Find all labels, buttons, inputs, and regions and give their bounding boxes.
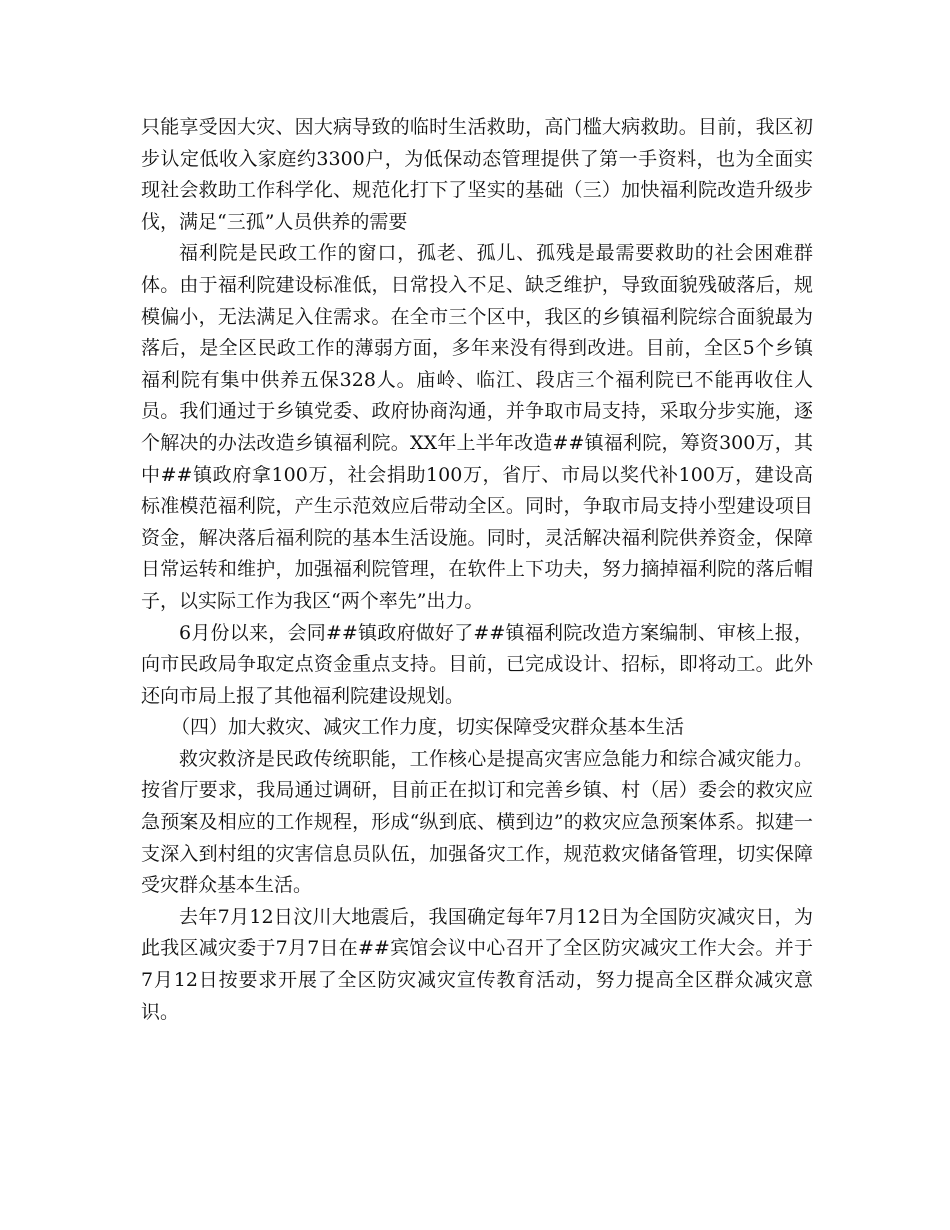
paragraph-disaster-relief: 救灾救济是民政传统职能，工作核心是提高灾害应急能力和综合减灾能力。按省厅要求，我局通过调研，目前正在拟订和完善乡镇、村（居）委会的救灾应急预案及相应的工作规程，形成“纵到底、横到边”的救灾应急预案体系。拟建一支深入到村组的灾害信息员队伍，加强备灾工作，规范救灾储备管理，切实保障受灾群众基本生活。 [141,747,813,897]
paragraph-welfare-home: 福利院是民政工作的窗口，孤老、孤儿、孤残是最需要救助的社会困难群体。由于福利院建设标准低，日常投入不足、缺乏维护，导致面貌残破落后，规模偏小，无法满足入住需求。在全市三个区中，我区的乡镇福利院综合面貌最为落后，是全区民政工作的薄弱方面，多年来没有得到改进。目前，全区5个乡镇福利院有集中供养五保328人。庙岭、临江、段店三个福利院已不能再收住人员。我们通过于乡镇党委、政府协商沟通，并争取市局支持，采取分步实施，逐个解决的办法改造乡镇福利院。XX年上半年改造##镇福利院，筹资300万，其中##镇政府拿100万，社会捐助100万，省厅、市局以奖代补100万，建设高标准模范福利院，产生示范效应后带动全区。同时，争取市局支持小型建设项目资金，解决落后福利院的基本生活设施。同时，灵活解决福利院供养资金，保障日常运转和维护，加强福利院管理，在软件上下功夫，努力摘掉福利院的落后帽子，以实际工作为我区“两个率先”出力。 [141,242,813,612]
paragraph-continuation: 只能享受因大灾、因大病导致的临时生活救助，高门槛大病救助。目前，我区初步认定低收入家庭约3300户，为低保动态管理提供了第一手资料，也为全面实现社会救助工作科学化、规范化打下了坚实的基础（三）加快福利院改造升级步伐，满足“三孤”人员供养的需要 [141,116,813,233]
section-heading-disaster-relief: （四）加大救灾、减灾工作力度，切实保障受灾群众基本生活 [171,716,685,739]
paragraph-disaster-prevention-day: 去年7月12日汶川大地震后，我国确定每年7月12日为全国防灾减灾日，为此我区减灾委于7月7日在##宾馆会议中心召开了全区防灾减灾工作大会。并于7月12日按要求开展了全区防灾减灾宣传教育活动，努力提高全区群众减灾意识。 [141,905,813,1023]
document-page [141,112,813,1028]
paragraph-june-progress: 6月份以来，会同##镇政府做好了##镇福利院改造方案编制、审核上报，向市民政局争取定点资金重点支持。目前，已完成设计、招标，即将动工。此外还向市局上报了其他福利院建设规划。 [141,621,813,707]
